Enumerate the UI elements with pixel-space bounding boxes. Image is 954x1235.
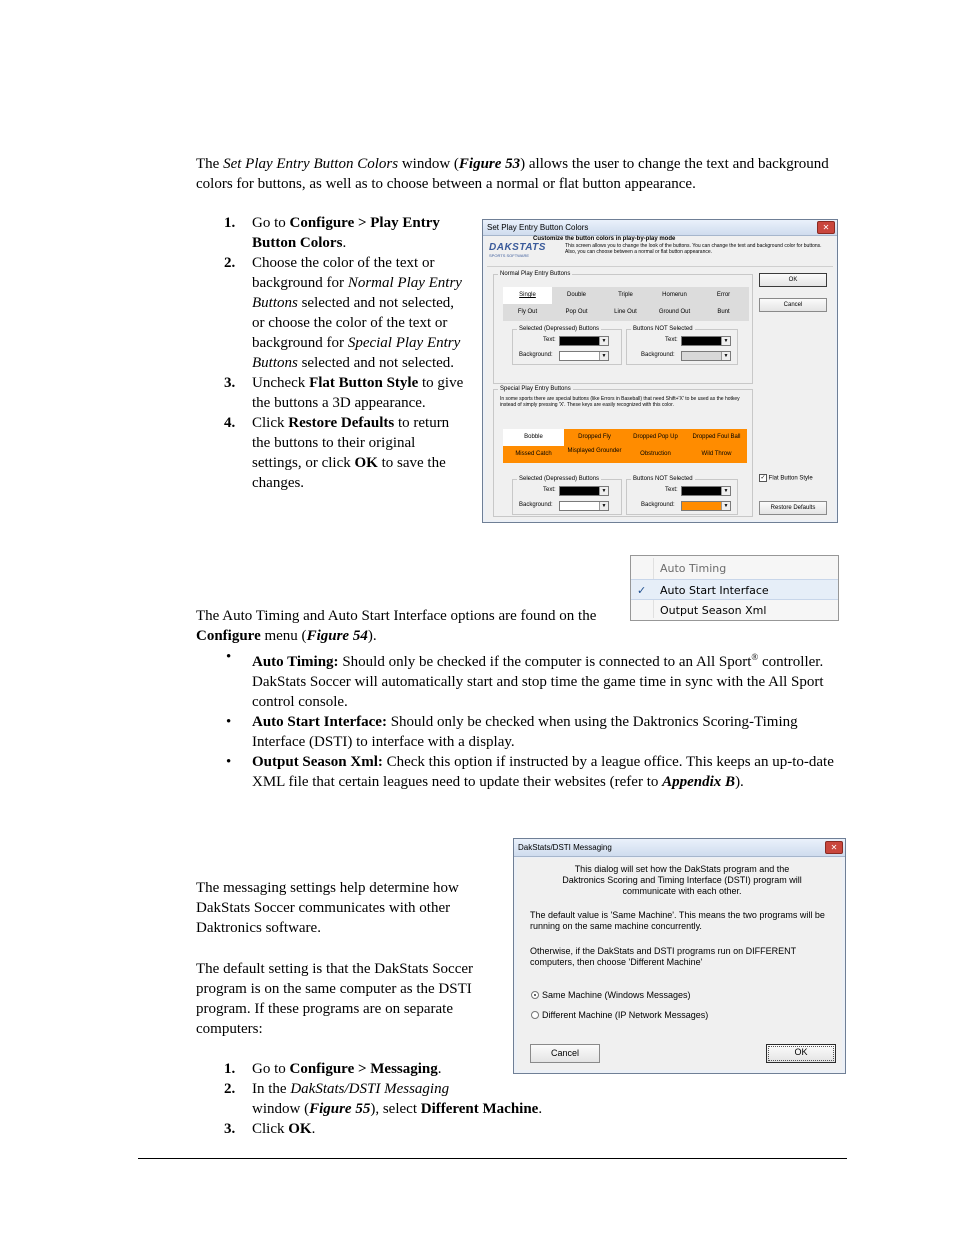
step-4: 4. Click Restore Defaults to return the buttons to their original settings, or click OK to save the changes. (224, 415, 450, 491)
special-selected-group: Selected (Depressed) Buttons Text: ▼ Background: ▼ (512, 479, 622, 515)
special-notselected-group: Buttons NOT Selected Text: ▼ Background: ▼ (626, 479, 738, 515)
check-icon: ✓ (637, 584, 647, 597)
intro-paragraph: The Set Play Entry Button Colors window (Figure 53) allows the user to change the text and background colors for buttons, as well as to choose between a normal or flat button appearance. (196, 156, 829, 192)
special-notselected-text-color[interactable]: ▼ (681, 486, 731, 496)
button-pop-out[interactable]: Pop Out (565, 309, 588, 315)
special-buttons-group: Special Play Entry Buttons In some sports there are special buttons (like Errors in Baseball) that need Shift+'X' to be used as the hotkey instead of simply pressing 'X'. These keys are easily recognized with this color. Bobble Dropped Fly Dropped Pop Up Dropped Foul Ball Missed Catch Misplayed Grounder Obstruction Wild Throw Selected (Depressed) Buttons Text: ▼ Background: ▼ Buttons NOT Selected Text: ▼ Background: ▼ (493, 389, 753, 517)
dialog-description: This screen allows you to change the look of the buttons. You can change the text and background color for buttons. Also, you can choose between a normal or flat button appearance. (565, 243, 822, 255)
checkbox-check-icon: ✓ (760, 475, 766, 481)
messaging-dialog (513, 838, 846, 1074)
messaging-body (517, 858, 842, 1070)
close-icon[interactable]: ✕ (817, 221, 835, 234)
dialog-heading: Customize the button colors in play-by-play mode (533, 236, 676, 242)
close-icon[interactable]: ✕ (825, 841, 843, 854)
step-1: 1. Go to Configure > Play Entry Button Colors. (224, 215, 440, 251)
cancel-button[interactable]: Cancel (759, 298, 827, 312)
same-machine-label[interactable]: Same Machine (Windows Messages) (542, 990, 691, 1000)
messaging-default-text: The default value is 'Same Machine'. This means the two programs will be running on the same machine concurrently. (530, 910, 825, 931)
footer-rule (138, 1158, 847, 1159)
ok-button[interactable]: OK (759, 273, 827, 287)
special-notselected-bg-color[interactable]: ▼ (681, 501, 731, 511)
different-machine-radio[interactable] (531, 1011, 539, 1019)
menu-item-auto-start-interface[interactable]: ✓ Auto Start Interface (631, 579, 838, 600)
button-homerun[interactable]: Homerun (662, 292, 687, 298)
menu-item-auto-timing[interactable]: Auto Timing (660, 562, 727, 575)
different-machine-label[interactable]: Different Machine (IP Network Messages) (542, 1010, 709, 1020)
button-error[interactable]: Error (716, 292, 731, 298)
button-colors-steps (196, 213, 468, 493)
flat-button-style-checkbox[interactable]: ✓ Flat Button Style (760, 475, 813, 482)
messaging-paragraph-1: The messaging settings help determine how DakStats Soccer communicates with other Daktronics software. (196, 880, 459, 936)
messaging-ok-button[interactable]: OK (766, 1044, 836, 1063)
configure-menu (630, 555, 839, 621)
bullet-auto-start-interface: • Auto Start Interface: Should only be checked when using the Daktronics Scoring-Timing Interface (DSTI) to interface with a display. (226, 714, 798, 750)
button-wild-throw[interactable]: Wild Throw (686, 446, 747, 463)
step-2: 2. Choose the color of the text or background for Normal Play Entry Buttons selected and not selected, or choose the color of the text or background for Special Play Entry Buttons selected and not selected. (224, 255, 462, 371)
normal-buttons-group: Normal Play Entry Buttons Single Double Triple Homerun Error Fly Out Pop Out Line Out Ground Out Bunt Selected (Depressed) Buttons Text: ▼ Background: ▼ Buttons NOT Selected Text: ▼ Background: ▼ (493, 274, 753, 384)
button-fly-out[interactable]: Fly Out (517, 309, 538, 315)
button-dropped-foul-ball[interactable]: Dropped Foul Ball (686, 429, 747, 446)
messaging-step-3: 3. Click OK. (224, 1121, 316, 1137)
bullet-output-season-xml: • Output Season Xml: Check this option if instructed by a league office. This keeps an up-to-date XML file that certain leagues need to update their websites (refer to Appendix B). (226, 754, 834, 790)
button-misplayed-grounder[interactable]: Misplayed Grounder (564, 446, 625, 463)
bullet-auto-timing: • Auto Timing: Should only be checked if the computer is connected to an All Sport® controller. DakStats Soccer will automatically start and stop time the game time in sync with the All Sport control console. (226, 649, 824, 710)
button-colors-dialog (482, 219, 838, 523)
button-obstruction[interactable]: Obstruction (625, 446, 686, 463)
normal-selected-bg-color[interactable]: ▼ (559, 351, 609, 361)
button-bobble[interactable]: Bobble (503, 429, 564, 446)
normal-notselected-bg-color[interactable]: ▼ (681, 351, 731, 361)
auto-timing-paragraph: The Auto Timing and Auto Start Interface options are found on the Configure menu (Figure 54). (196, 608, 597, 644)
button-dropped-pop-up[interactable]: Dropped Pop Up (625, 429, 686, 446)
button-single[interactable]: Single (503, 287, 552, 304)
messaging-titlebar: DakStats/DSTI Messaging ✕ (514, 839, 845, 857)
configure-options-list (196, 647, 846, 792)
button-line-out[interactable]: Line Out (614, 309, 637, 315)
normal-selected-group: Selected (Depressed) Buttons Text: ▼ Background: ▼ (512, 329, 622, 365)
button-dropped-fly[interactable]: Dropped Fly (564, 429, 625, 446)
normal-notselected-text-color[interactable]: ▼ (681, 336, 731, 346)
menu-item-output-season-xml[interactable]: Output Season Xml (660, 604, 767, 617)
messaging-cancel-button[interactable]: Cancel (530, 1044, 600, 1063)
normal-selected-text-color[interactable]: ▼ (559, 336, 609, 346)
messaging-otherwise-text: Otherwise, if the DakStats and DSTI programs run on DIFFERENT computers, then choose 'Different Machine' (530, 946, 796, 967)
step-3: 3. Uncheck Flat Button Style to give the buttons a 3D appearance. (224, 375, 464, 411)
messaging-step-1: 1. Go to Configure > Messaging. (224, 1061, 442, 1077)
button-missed-catch[interactable]: Missed Catch (503, 446, 564, 463)
messaging-step-2: 2. In the DakStats/DSTI Messaging window (Figure 55), select Different Machine. (224, 1081, 543, 1117)
special-selected-bg-color[interactable]: ▼ (559, 501, 609, 511)
dakstats-logo: DAKSTATS SPORTS SOFTWARE (489, 242, 546, 258)
button-ground-out[interactable]: Ground Out (658, 309, 691, 315)
special-description: In some sports there are special buttons (like Errors in Baseball) that need Shift+'X' to be used as the hotkey instead of simply pressing 'X'. These keys are easily recognized with this color. (500, 396, 740, 408)
dialog-body (485, 236, 835, 520)
restore-defaults-button[interactable]: Restore Defaults (759, 501, 827, 515)
dialog-titlebar: Set Play Entry Button Colors ✕ (483, 220, 837, 236)
messaging-intro: This dialog will set how the DakStats program and the Daktronics Scoring and Timing Interface (DSTI) program will communicate with each other. (562, 864, 802, 896)
button-triple[interactable]: Triple (618, 292, 633, 298)
messaging-paragraph-2: The default setting is that the DakStats Soccer program is on the same computer as the DSTI program. If these programs are on separate computers: (196, 961, 474, 1037)
special-selected-text-color[interactable]: ▼ (559, 486, 609, 496)
button-double[interactable]: Double (566, 292, 586, 298)
button-bunt[interactable]: Bunt (717, 309, 730, 315)
same-machine-radio[interactable] (531, 991, 539, 999)
normal-notselected-group: Buttons NOT Selected Text: ▼ Background: ▼ (626, 329, 738, 365)
